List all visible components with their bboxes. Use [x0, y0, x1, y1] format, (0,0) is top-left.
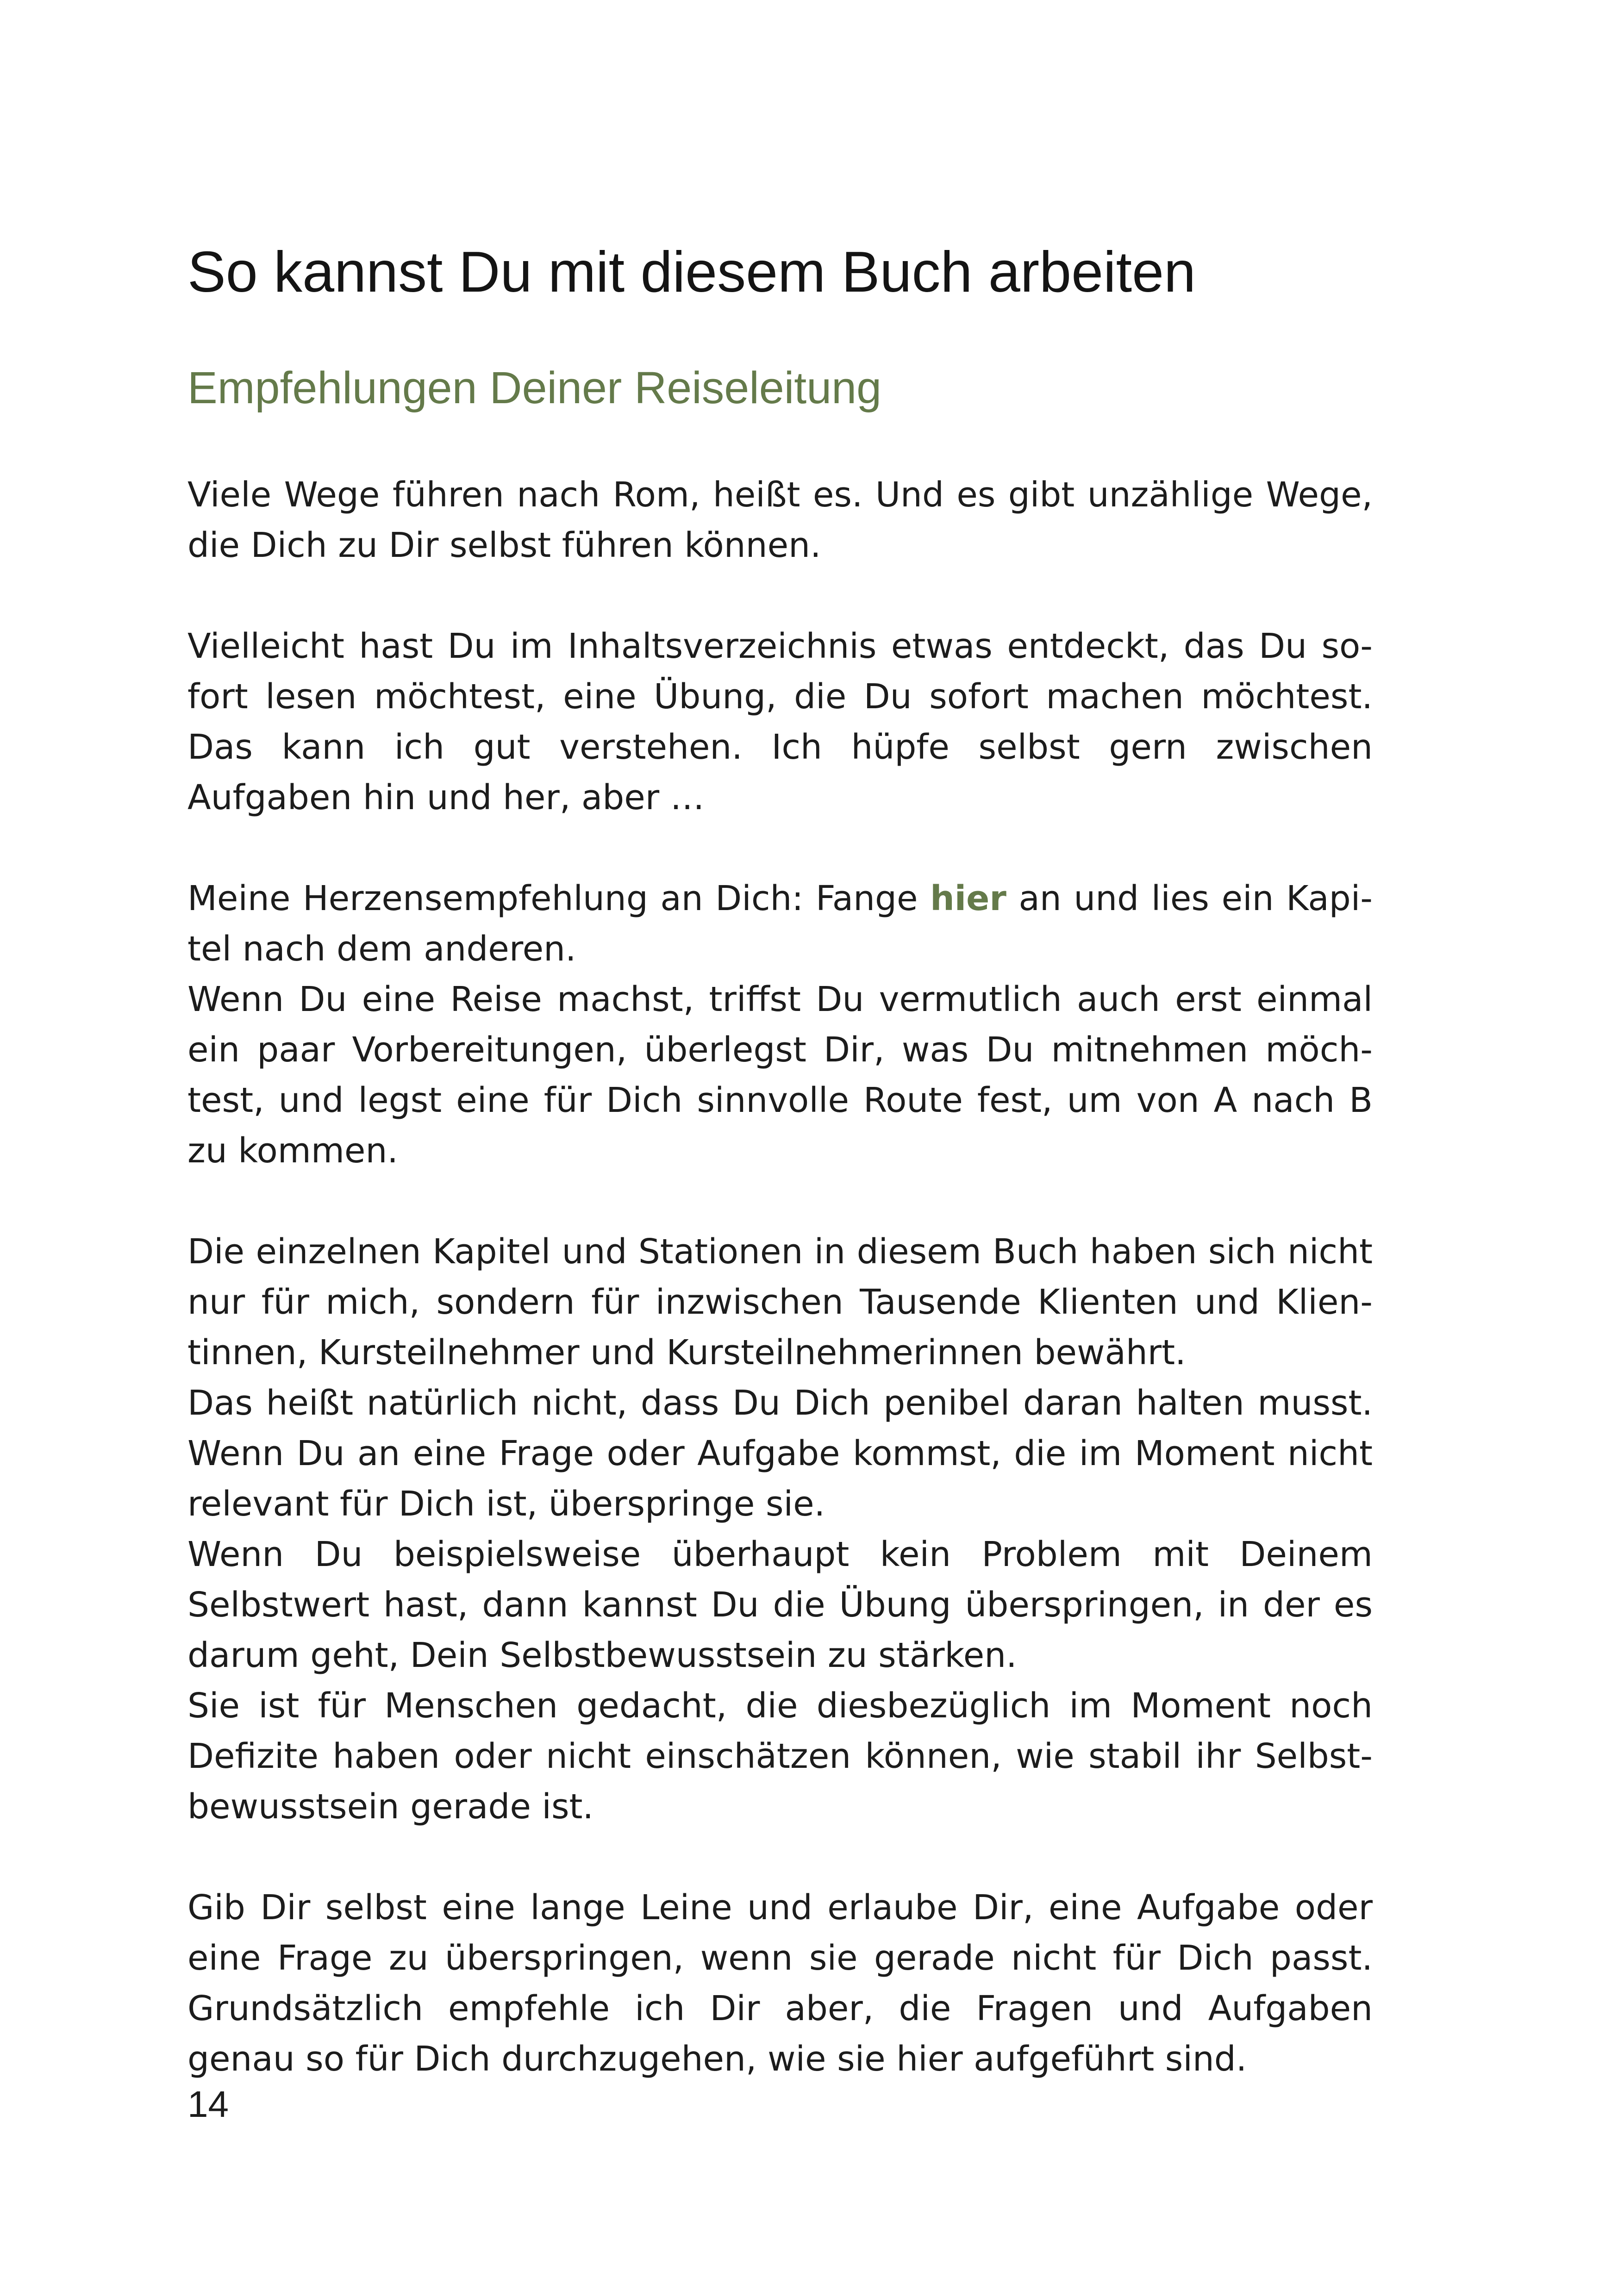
recommendation-text-start: Meine Herzensempfehlung an Dich: Fange [187, 879, 931, 918]
section-heading: Empfehlungen Deiner Reiseleitung [187, 362, 882, 413]
paragraph-recommendation [187, 873, 1373, 974]
body-text [187, 470, 1373, 2084]
paragraph-deficits: Sie ist für Menschen gedacht, die diesbezüglich im Moment noch Defizite haben oder nicht einschätzen können, wie stabil ihr Selbstbewusstsein gerade ist. [187, 1686, 1373, 1827]
page-number: 14 [187, 2084, 229, 2125]
paragraph-rome: Viele Wege führen nach Rom, heißt es. Und es gibt unzählige Wege, die Dich zu Dir selbst führen können. [187, 475, 1373, 565]
recommendation-text-end: an und lies ein Kapitel nach dem anderen. [187, 879, 1373, 969]
paragraph-example: Wenn Du beispielsweise überhaupt kein Problem mit Deinem Selbstwert hast, dann kannst Du die Übung überspringen, in der es darum geht, Dein Selbstbewusstsein zu stärken. [187, 1535, 1373, 1675]
paragraph-chapters: Die einzelnen Kapitel und Stationen in diesem Buch haben sich nicht nur für mich, sondern für inzwischen Tausende Klienten und Klientinnen, Kursteilnehmer und Kursteilnehmerinnen bewährt. [187, 1232, 1373, 1373]
paragraph-table-of-contents: Vielleicht hast Du im Inhaltsverzeichnis etwas entdeckt, das Du sofort lesen möchtest, eine Übung, die Du sofort machen möchtest. Das kann ich gut verstehen. Ich hüpfe selbst gern zwischen Aufgaben hin und her, aber … [187, 626, 1373, 817]
paragraph-long-leash: Gib Dir selbst eine lange Leine und erlaube Dir, eine Aufgabe oder eine Frage zu überspringen, wenn sie gerade nicht für Dich passt. Grundsätzlich empfehle ich Dir aber, die Fragen und Aufgaben genau so für Dich durchzugehen, wie sie hier aufgeführt sind. [187, 1888, 1373, 2079]
paragraph-skip: Das heißt natürlich nicht, dass Du Dich penibel daran halten musst. Wenn Du an eine Frage oder Aufgabe kommst, die im Moment nicht relevant für Dich ist, überspringe sie. [187, 1383, 1373, 1524]
book-page [187, 0, 1373, 2296]
chapter-title: So kannst Du mit diesem Buch arbeiten [187, 240, 1196, 304]
paragraph-journey: Wenn Du eine Reise machst, triffst Du vermutlich auch erst einmal ein paar Vorbereitungen, überlegst Dir, was Du mitnehmen möchtest, und legst eine für Dich sinnvolle Route fest, um von A nach B zu kommen. [187, 980, 1373, 1171]
hier-link[interactable]: hier [930, 879, 1006, 918]
